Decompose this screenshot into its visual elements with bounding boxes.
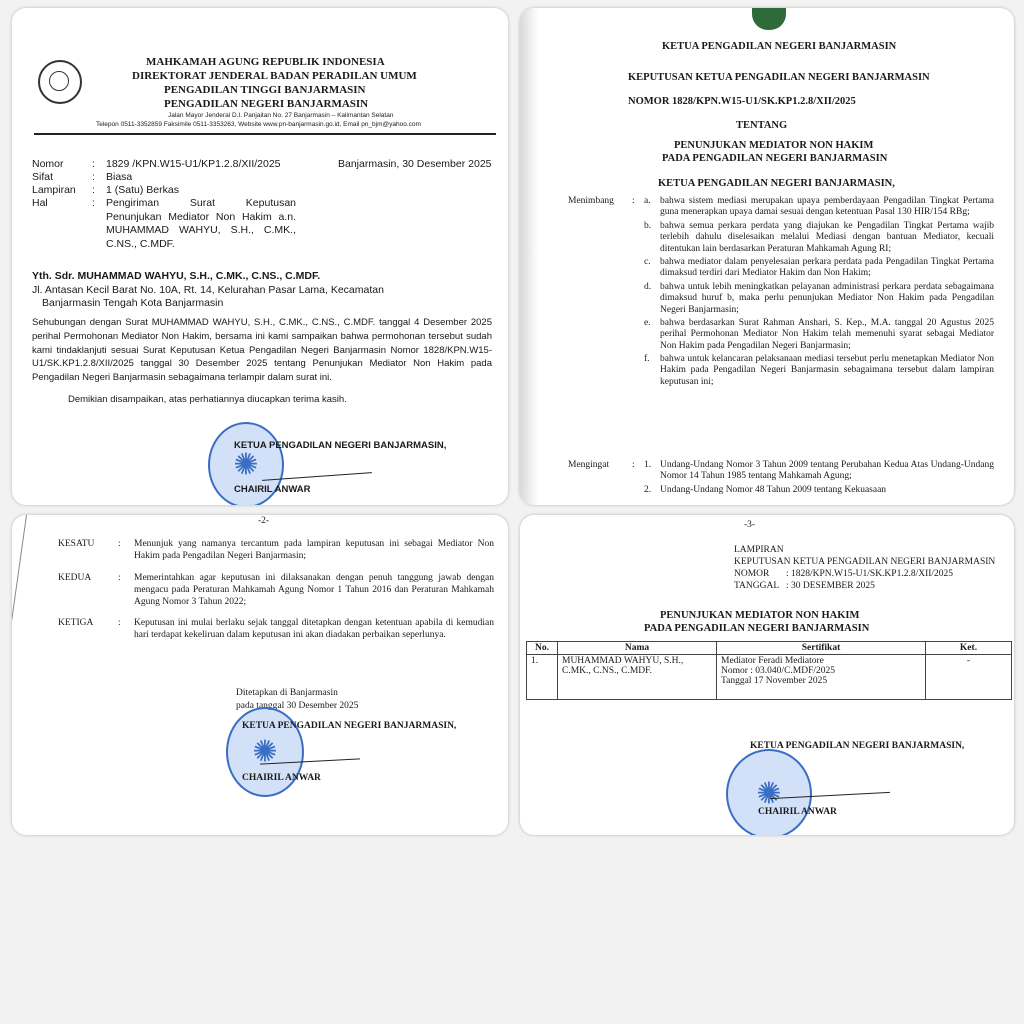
lampiran-value: 1 (Satu) Berkas [106, 184, 179, 196]
cell-sertifikat [717, 655, 926, 700]
lampiran-tanggal-value: : 30 DESEMBER 2025 [786, 581, 875, 591]
signer-title: KETUA PENGADILAN NEGERI BANJARMASIN, [750, 741, 965, 751]
mengingat-text: Undang-Undang Nomor 48 Tahun 2009 tentang Kekuasaan [660, 484, 887, 495]
col-header-ket: Ket. [926, 642, 1012, 655]
menimbang-list [644, 196, 994, 390]
menimbang-text: bahwa untuk lebih meningkatkan pelayanan administrasi perkara perdata sebagaimana dimaksud huruf b, maka perlu penunjukan Mediator Non Hakim pada Pengadilan Negeri Banjarmasin; [660, 281, 994, 315]
menimbang-item [644, 196, 994, 219]
col-header-nama: Nama [558, 642, 717, 655]
seal-emblem-icon: ✺ [252, 735, 278, 769]
colon: : [118, 618, 121, 629]
menimbang-key: c. [644, 256, 651, 267]
signer-name: CHAIRIL ANWAR [242, 773, 321, 783]
menimbang-text: bahwa berdasarkan Surat Rahman Anshari, S. Kep., M.A. tanggal 20 Agustus 2025 perihal Permohonan Mediator Non Hakim telah memenuhi syarat sebagai Mediator Non Hakim pada Pengadilan Negeri Banjarmasin; [660, 317, 994, 351]
signer-name: CHAIRIL ANWAR [758, 807, 837, 817]
table-title-2: PADA PENGADILAN NEGERI BANJARMASIN [644, 623, 870, 634]
mengingat-item [644, 485, 994, 496]
sertifikat-line-2: Nomor : 03.040/C.MDF/2025 [721, 666, 836, 676]
hal-label: Hal [32, 197, 48, 209]
diktum-key: KESATU [58, 539, 95, 549]
header-address: Jalan Mayor Jenderal D.I. Panjaitan No. 27 Banjarmasin – Kalimantan Selatan [168, 112, 394, 119]
official-seal [726, 749, 812, 835]
sertifikat-line-3: Tanggal 17 November 2025 [721, 676, 828, 686]
decree-title: KEPUTUSAN KETUA PENGADILAN NEGERI BANJARMASIN [628, 72, 930, 83]
mengingat-item [644, 460, 994, 483]
sertifikat-line-1: Mediator Feradi Mediatore [721, 656, 824, 666]
seal-emblem-icon: ✺ [756, 777, 782, 811]
menimbang-key: f. [644, 354, 650, 365]
decree-tentang: TENTANG [736, 120, 788, 131]
lampiran-tanggal-label: TANGGAL [734, 581, 780, 591]
header-line4: PENGADILAN NEGERI BANJARMASIN [164, 98, 369, 110]
diktum-item [58, 539, 494, 563]
nomor-value: 1829 /KPN.W15-U1/KP1.2.8/XII/2025 [106, 158, 281, 170]
letter-page-1 [12, 8, 508, 505]
signer-name: CHAIRIL ANWAR [234, 484, 311, 495]
colon: : [92, 171, 95, 183]
mediator-table [526, 641, 1012, 700]
table-title-1: PENUNJUKAN MEDIATOR NON HAKIM [660, 610, 860, 621]
menimbang-key: b. [644, 220, 652, 231]
hal-value: Pengiriman Surat Keputusan Penunjukan Mediator Non Hakim a.n. MUHAMMAD WAHYU, S.H., C.MK., C.NS., C.MDF. [106, 197, 296, 250]
header-contact: Telepon 0511-3352859 Faksimile 0511-3353263, Website www.pn-banjarmasin.go.id, Email pn_bjm@yahoo.com [96, 121, 421, 128]
signer-title: KETUA PENGADILAN NEGERI BANJARMASIN, [234, 440, 447, 451]
decree-issuer: KETUA PENGADILAN NEGERI BANJARMASIN [662, 41, 897, 52]
diktum-text: Keputusan ini mulai berlaku sejak tanggal ditetapkan dengan ketentuan apabila di kemudian hari terdapat kekeliruan dalam keputusan ini akan diadakan perbaikan seperlunya. [134, 618, 494, 641]
recipient-name: Yth. Sdr. MUHAMMAD WAHYU, S.H., C.MK., C.NS., C.MDF. [32, 270, 321, 282]
mengingat-label: Mengingat [568, 460, 610, 470]
menimbang-item [644, 221, 994, 255]
header-line3: PENGADILAN TINGGI BANJARMASIN [164, 84, 366, 96]
page-shadow [520, 8, 538, 505]
colon: : [92, 158, 95, 170]
decree-subject-1: PENUNJUKAN MEDIATOR NON HAKIM [674, 140, 874, 151]
decree-page-3 [520, 515, 1014, 835]
decree-page-1 [520, 8, 1014, 505]
ditetapkan: Ditetapkan di Banjarmasin [236, 688, 338, 698]
colon: : [92, 197, 95, 209]
table-header-row [527, 642, 1012, 655]
diktum-text: Menunjuk yang namanya tercantum pada lampiran keputusan ini sebagai Mediator Non Hakim pada Pengadilan Negeri Banjarmasin; [134, 539, 494, 561]
court-logo [38, 60, 82, 104]
colon: : [118, 572, 121, 583]
mengingat-key: 2. [644, 484, 652, 495]
decree-page-2 [12, 515, 508, 835]
diktum-key: KEDUA [58, 572, 92, 583]
mengingat-key: 1. [644, 460, 652, 470]
decree-number: NOMOR 1828/KPN.W15-U1/SK.KP1.2.8/XII/2025 [628, 96, 856, 107]
menimbang-text: bahwa mediator dalam penyelesaian perkara perdata pada Pengadilan Tingkat Pertama dimaksud terdiri dari Mediator Hakim dan Non Hakim; [660, 256, 994, 279]
cell-ket: - [926, 655, 1012, 700]
header-line2: DIREKTORAT JENDERAL BADAN PERADILAN UMUM [132, 70, 417, 82]
page-number: -3- [744, 520, 756, 530]
lampiran-nomor-label: NOMOR [734, 569, 770, 579]
menimbang-item [644, 257, 994, 280]
letter-date: Banjarmasin, 30 Desember 2025 [338, 158, 492, 170]
mengingat-text: Undang-Undang Nomor 3 Tahun 2009 tentang Perubahan Kedua Atas Undang-Undang Nomor 14 Tahun 1985 tentang Mahkamah Agung; [660, 460, 994, 482]
signer-title: KETUA PENGADILAN NEGERI BANJARMASIN, [242, 721, 457, 731]
garuda-emblem-icon [752, 8, 786, 30]
menimbang-key: d. [644, 281, 652, 292]
lampiran-label: Lampiran [32, 184, 76, 196]
letter-closing: Demikian disampaikan, atas perhatiannya diucapkan terima kasih. [68, 394, 347, 405]
table-row [527, 655, 1012, 700]
diktum-item [58, 618, 494, 642]
decree-ketua: KETUA PENGADILAN NEGERI BANJARMASIN, [658, 178, 895, 189]
diktum-item [58, 573, 494, 609]
menimbang-key: a. [644, 196, 651, 206]
diktum-list [58, 539, 494, 652]
sifat-value: Biasa [106, 171, 133, 183]
col-header-no: No. [527, 642, 558, 655]
header-divider [34, 133, 496, 135]
diktum-key: KETIGA [58, 618, 94, 629]
decree-subject-2: PADA PENGADILAN NEGERI BANJARMASIN [662, 153, 888, 164]
cell-no: 1. [527, 655, 558, 700]
seal-emblem-icon: ✺ [233, 448, 259, 482]
cell-nama: MUHAMMAD WAHYU, S.H., C.MK., C.NS., C.MDF. [558, 655, 717, 700]
recipient-address-1: Jl. Antasan Kecil Barat No. 10A, Rt. 14, Kelurahan Pasar Lama, Kecamatan [32, 284, 384, 296]
menimbang-label: Menimbang [568, 196, 614, 206]
menimbang-item [644, 318, 994, 352]
header-line1: MAHKAMAH AGUNG REPUBLIK INDONESIA [146, 56, 385, 68]
colon: : [118, 539, 121, 549]
sifat-label: Sifat [32, 171, 54, 183]
lampiran-title: KEPUTUSAN KETUA PENGADILAN NEGERI BANJARMASIN [734, 557, 996, 567]
colon: : [632, 460, 635, 470]
page-edge [12, 515, 27, 634]
colon: : [632, 196, 635, 206]
menimbang-text: bahwa semua perkara perdata yang diajukan ke Pengadilan Tingkat Pertama wajib terlebih dahulu diselesaikan melalui Mediasi dengan bantuan Mediator, kecuali ditentukan lain berdasarkan Peraturan Mahkamah Agung RI; [660, 220, 994, 254]
ditetapkan-date: pada tanggal 30 Desember 2025 [236, 701, 359, 711]
recipient-address-2: Banjarmasin Tengah Kota Banjarmasin [42, 297, 224, 309]
col-header-sertifikat: Sertifikat [717, 642, 926, 655]
menimbang-item [644, 354, 994, 388]
page-number: -2- [258, 516, 270, 526]
nomor-label: Nomor [32, 158, 64, 170]
menimbang-item [644, 282, 994, 316]
mengingat-list [644, 460, 994, 498]
colon: : [92, 184, 95, 196]
menimbang-text: bahwa untuk kelancaran pelaksanaan mediasi tersebut perlu menetapkan Mediator Non Hakim pada Pengadilan Negeri Banjarmasin sebagaimana tersebut dalam lampiran keputusan ini; [660, 354, 994, 387]
menimbang-key: e. [644, 317, 651, 328]
letter-body: Sehubungan dengan Surat MUHAMMAD WAHYU, S.H., C.MK., C.NS., C.MDF. tanggal 4 Desember 2025 perihal Permohonan Mediator Non Hakim, bersama ini kami sampaikan bahwa permohonan tersebut sudah kami tindaklanjuti sesuai Surat Keputusan Ketua Pengadilan Negeri Banjarmasin Nomor 1828/KPN.W15-U1/SK.KP1.2.8/XII/2025 tanggal 30 Desember 2025 tentang Penunjukan Mediator Non Hakim pada Pengadilan Negeri Banjarmasin sebagaimana terlampir dalam surat ini. [32, 317, 492, 384]
menimbang-text: bahwa sistem mediasi merupakan upaya pemberdayaan Pengadilan Tingkat Pertama guna menerapkan upaya damai sesuai dengan ketentuan Pasal 130 HIR/154 RBg; [660, 196, 994, 218]
lampiran-nomor-value: : 1828/KPN.W15-U1/SK.KP1.2.8/XII/2025 [786, 569, 954, 579]
lampiran-label: LAMPIRAN [734, 545, 784, 555]
diktum-text: Memerintahkan agar keputusan ini dilaksanakan dengan penuh tanggung jawab dengan mengacu pada Peraturan Mahkamah Agung Nomor 1 Tahun 2016 dan Peraturan Mahkamah Agung Nomor 3 Tahun 2022; [134, 572, 494, 607]
